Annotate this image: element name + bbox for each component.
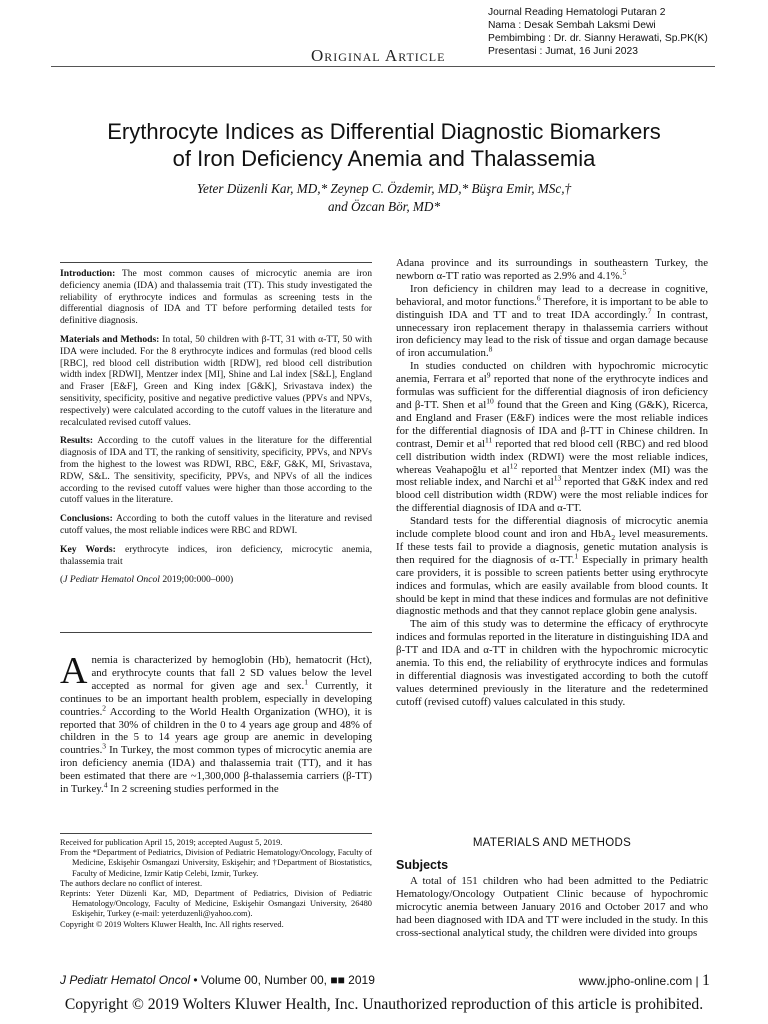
abstract-introduction: [60, 268, 372, 327]
abstract-text: According to the cutoff values in the literature for the differential diagnosis of IDA and TT, the ranking of sensitivity, specificity, PPVs, and NPVs from the highest to the lowest was RDWI, RBC, E&F, G&K, MI, Srivastava, RDW, S&L. The sensitivity, specificity, PPVs, and NPVs of all the indices according to the revised cutoff values were higher than those according to the cutoff values in the literature.: [60, 435, 372, 506]
footnote-affiliation: From the *Department of Pediatrics, Division of Pediatric Hematology/Oncology, Faculty of Medicine, Eskişehir Osmangazi University, Eskişehir; and †Department of Biostatistics, Faculty of Medicine, Izmir Katip Celebi, Izmir, Turkey.: [60, 848, 372, 878]
abstract-keywords: [60, 544, 372, 568]
section-label: Original Article: [311, 46, 446, 65]
footnote-reprints: Reprints: Yeter Düzenli Kar, MD, Department of Pediatrics, Division of Pediatric Hematology/Oncology, Faculty of Medicine, Eskişehir Osmangazi University, 26480 Eskişehir, Turkey (e-mail: yeterduzenli@yahoo.com).: [60, 889, 372, 919]
subscript: 2: [611, 533, 616, 543]
footer-page-info: [565, 972, 710, 990]
reference-mark: 9: [486, 370, 491, 380]
reference-mark: 1: [304, 677, 308, 687]
article-title: [60, 118, 708, 172]
paragraph: [396, 257, 708, 283]
abstract-text: The most common causes of microcytic anemia are iron deficiency anemia (IDA) and thalassemia trait (TT). This study investigated the reliability of erythrocyte indices and formulas as screening tests in the differential diagnosis of IDA and TT before performing detailed tests for definitive diagnosis.: [60, 268, 372, 327]
note-line: Pembimbing : Dr. dr. Sianny Herawati, Sp.PK(K): [488, 33, 708, 44]
citation-details: 2019;00:000–000): [162, 574, 234, 586]
abstract-conclusions: [60, 513, 372, 537]
abstract-results: [60, 435, 372, 506]
note-line: Presentasi : Jumat, 16 Juni 2023: [488, 46, 638, 57]
header-divider: [51, 66, 715, 67]
abstract-citation: (J Pediatr Hematol Oncol 2019;00:000–000): [60, 574, 234, 586]
abstract-label: Key Words:: [60, 543, 116, 555]
body-text: In studies conducted on children with hypochromic microcytic anemia, Ferrara et al: [396, 360, 708, 386]
body-text: In Turkey, the most common types of microcytic anemia are iron deficiency anemia (IDA) and thalassemia trait (TT), and it has been estimated that there are ~1,300,000 β-thalassemia carriers (β-TT) in Turkey.: [60, 744, 372, 796]
body-text: reported that red blood cell (RBC) and red blood cell distribution width index (RDWI) were the most reliable indices, whereas Veahapoğlu et al: [396, 437, 708, 476]
footnote-divider: [60, 833, 372, 834]
body-text: Currently, it continues to be an important health problem, especially in developing countries.: [60, 679, 373, 718]
reference-mark: 12: [509, 460, 518, 470]
footer-issue: • Volume 00, Number 00, ■■ 2019: [190, 973, 375, 987]
body-text: The aim of this study was to determine the efficacy of erythrocyte indices and formulas reported in the literature in distinguishing IDA and β-TT and IDA and α-TT in children with the hypochromic microcytic anemia. To this end, the reliability of erythrocyte indices and formulas in differential diagnosis was investigated according to both the cutoff values determined previously in the literature and the redetermined cutoff (revised cutoff) values calculated in this study.: [396, 618, 708, 708]
body-text: Adana province and its surroundings in southeastern Turkey, the newborn α-TT ratio was reported as 2.9% and 4.1%.: [396, 257, 708, 282]
journal-url[interactable]: www.jpho-online.com: [578, 974, 693, 988]
reference-mark: 6: [536, 293, 541, 303]
abstract-methods: [60, 334, 372, 428]
footnote-copyright: Copyright © 2019 Wolters Kluwer Health, Inc. All rights reserved.: [60, 919, 284, 929]
paragraph: [396, 618, 708, 708]
abstract-bottom-divider: [60, 632, 372, 633]
body-text: found that the Green and King (G&K), Ricerca, and England and Fraser (E&F) indices were the most reliable indices for the differential diagnosis of IDA and β-TT in Chinese children. In contrast, Demir et al: [396, 398, 708, 450]
reference-mark: 4: [103, 780, 108, 790]
section-heading: MATERIALS AND METHODS: [472, 837, 632, 849]
journal-reading-note: [488, 6, 758, 58]
note-line: Journal Reading Hematologi Putaran 2: [488, 7, 666, 18]
copyright-banner: Copyright © 2019 Wolters Kluwer Health, Inc. Unauthorized reproduction of this article is prohibited.: [64, 996, 704, 1013]
abstract: [60, 268, 372, 593]
paragraph: [396, 515, 708, 618]
paragraph: [396, 283, 708, 360]
footnote-conflict: The authors declare no conflict of interest.: [60, 878, 203, 888]
body-text: In 2 screening studies performed in the: [107, 783, 279, 796]
title-line: Erythrocyte Indices as Differential Diagnostic Biomarkers: [107, 119, 661, 144]
body-text: According to the World Health Organization (WHO), it is reported that 30% of children in the 0 to 4 years age group and 48% of children in the 5 to 14 years age group are anemic in developing countries.: [60, 705, 372, 757]
subjects-text: A total of 151 children who had been admitted to the Pediatric Hematology/Oncology Outpatient Clinic because of hypochromic microcytic anemia between January 2016 and October 2017 and who had been diagnosed with IDA and TT were included in the study. In this cross-sectional analytical study, the children were divided into groups: [396, 875, 708, 939]
footer-separator: |: [692, 974, 702, 988]
title-line: of Iron Deficiency Anemia and Thalassemia: [172, 146, 596, 171]
abstract-label: Materials and Methods:: [60, 333, 160, 345]
body-text: Standard tests for the differential diagnosis of microcytic anemia include complete blood count and iron and HbA: [396, 515, 708, 541]
body-text: reported that Mentzer index (MI) was the most reliable index, and Narchi et al: [396, 463, 708, 489]
reference-mark: 13: [553, 473, 562, 483]
abstract-top-divider: [60, 262, 372, 263]
body-text: Iron deficiency in children may lead to a decrease in cognitive, behavioral, and motor functions.: [396, 282, 708, 308]
reference-mark: 8: [488, 344, 493, 354]
body-text: level measurements. If these tests fail to provide a diagnosis, genetic mutation analysis is then required for the diagnosis of α-TT.: [396, 528, 709, 566]
reference-mark: 3: [102, 741, 107, 751]
reference-mark: 5: [622, 267, 627, 277]
reference-mark: 7: [647, 306, 652, 316]
note-line: Nama : Desak Sembah Laksmi Dewi: [488, 20, 656, 31]
reference-mark: 2: [102, 703, 107, 713]
abstract-label: Results:: [60, 435, 94, 447]
footer-journal: J Pediatr Hematol Oncol: [60, 973, 191, 987]
author-line: Yeter Düzenli Kar, MD,* Zeynep C. Özdemir, MD,* Büşra Emir, MSc,†: [196, 181, 572, 196]
body-text: reported that none of the erythrocyte indices and formulas was sufficient for the differential diagnosis of iron deficiency and β-TT. Shen et al: [396, 373, 708, 411]
abstract-label: Introduction:: [60, 268, 116, 279]
body-text: In contrast, unnecessary iron replacement therapy in thalassemia carriers without iron deficiency may lead to the risk of tissue and organ damage because of iron accumulation.: [396, 308, 708, 360]
reference-mark: 10: [486, 396, 494, 406]
abstract-text: According to both the cutoff values in the literature and revised cutoff values, the most reliable indices were RBC and RDWI.: [60, 513, 372, 536]
body-text: reported that G&K index and red blood cell distribution width (RDW) were the most reliable indices for the differential diagnosis of IDA and α-TT.: [396, 476, 708, 515]
introduction-text: [60, 650, 373, 796]
running-footer: [60, 973, 375, 987]
page-number: 1: [702, 972, 710, 989]
drop-cap: A: [60, 650, 88, 692]
body-text: nemia is characterized by hemoglobin (Hb), hematocrit (Hct), and erythrocyte counts that fall 2 SD values below the level accepted as normal for given age and sex.: [91, 654, 372, 692]
body-text: Especially in primary health care providers, it is possible to screen patients better using erythrocyte indices and formulas, which are easily available from blood counts. It should be kept in mind that these indices and formulas are not definitive diagnostic methods and that they cannot replace globin gene analysis.: [396, 553, 708, 618]
abstract-text: erythrocyte indices, iron deficiency, microcytic anemia, thalassemia trait: [60, 543, 372, 567]
author-line: and Özcan Bör, MD*: [327, 199, 441, 214]
reference-mark: 11: [485, 435, 493, 445]
subsection-heading: Subjects: [396, 858, 449, 872]
abstract-label: Conclusions:: [60, 513, 113, 525]
footnotes: [60, 838, 372, 930]
author-list: [80, 180, 688, 216]
abstract-text: In total, 50 children with β-TT, 31 with α-TT, 50 with IDA were included. For the 8 erythrocyte indices and formulas (red blood cells [RBC], red blood cell distribution width [RDW], red blood cell distribution width index [RDWI], Mentzer index [MI], Shine and Lal index [S&L], England and Fraser [E&F], Green and King index [G&K], Srivastava index) the sensitivity, specificity, positive and negative predictive values (PPVs and NPVs, respectively) were calculated according to the cutoff values in the literature and recalculated revised cutoff values.: [60, 333, 372, 428]
reference-mark: 1: [574, 551, 579, 561]
citation-journal: J Pediatr Hematol Oncol: [63, 574, 160, 586]
footnote-received: Received for publication April 15, 2019; accepted August 5, 2019.: [60, 838, 283, 847]
right-column-text: [396, 257, 708, 709]
paragraph: [396, 360, 708, 515]
body-text: Therefore, it is important to be able to distinguish IDA and TT and to treat IDA accordingly.: [396, 295, 708, 321]
